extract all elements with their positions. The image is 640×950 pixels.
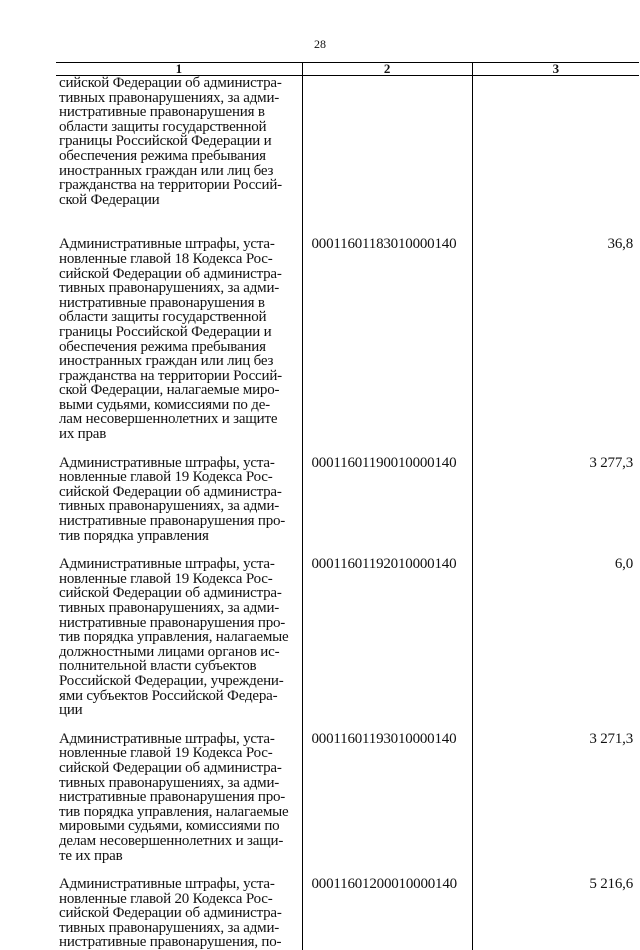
description-line: те их прав xyxy=(59,849,294,864)
description-line: гражданства на территории Россий- xyxy=(59,178,294,193)
amount-cell: 3 271,3 xyxy=(472,732,639,863)
description-line: сийской Федерации об администра- xyxy=(59,906,294,921)
revenue-table xyxy=(56,62,639,950)
description-line: ской Федерации, налагаемые миро- xyxy=(59,383,294,398)
table-row xyxy=(56,456,639,544)
description-line: тив порядка управления, налагаемые xyxy=(59,630,294,645)
description-line: новленные главой 18 Кодекса Рос- xyxy=(59,252,294,267)
description-line: Административные штрафы, уста- xyxy=(59,557,294,572)
spacer-cell xyxy=(472,543,639,557)
budget-code-cell xyxy=(302,76,472,208)
description-line: тив порядка управления, налагаемые xyxy=(59,805,294,820)
amount-cell: 36,8 xyxy=(472,237,639,441)
description-line: Административные штрафы, уста- xyxy=(59,237,294,252)
description-line: новленные главой 19 Кодекса Рос- xyxy=(59,572,294,587)
table-row xyxy=(56,877,639,950)
spacer-cell xyxy=(302,863,472,877)
description-line: ями субъектов Российской Федера- xyxy=(59,689,294,704)
table-row xyxy=(56,76,639,208)
description-line: нистративные правонарушения про- xyxy=(59,514,294,529)
description-cell xyxy=(56,732,302,863)
description-line: лам несовершеннолетних и защите xyxy=(59,412,294,427)
spacer-cell xyxy=(56,543,302,557)
description-line: тив порядка управления xyxy=(59,529,294,544)
amount-cell: 5 216,6 xyxy=(472,877,639,950)
amount-cell xyxy=(472,76,639,208)
budget-code-cell: 00011601190010000140 xyxy=(302,456,472,544)
description-line: их прав xyxy=(59,427,294,442)
description-line: новленные главой 20 Кодекса Рос- xyxy=(59,892,294,907)
description-cell xyxy=(56,877,302,950)
description-line: границы Российской Федерации и xyxy=(59,134,294,149)
description-line: нистративные правонарушения, по- xyxy=(59,935,294,950)
table-row xyxy=(56,557,639,718)
description-line: ской Федерации xyxy=(59,193,294,208)
spacer-cell xyxy=(472,863,639,877)
row-spacer xyxy=(56,543,639,557)
description-line: новленные главой 19 Кодекса Рос- xyxy=(59,746,294,761)
page-number: 28 xyxy=(0,37,640,51)
description-line: ции xyxy=(59,703,294,718)
description-line: нистративные правонарушения в xyxy=(59,105,294,120)
description-line: сийской Федерации об администра- xyxy=(59,267,294,282)
spacer-cell xyxy=(472,718,639,732)
description-line: тивных правонарушениях, за адми- xyxy=(59,499,294,514)
budget-code-cell: 00011601183010000140 xyxy=(302,237,472,441)
row-spacer xyxy=(56,863,639,877)
description-line: границы Российской Федерации и xyxy=(59,325,294,340)
budget-code-cell: 00011601192010000140 xyxy=(302,557,472,718)
budget-code-cell: 00011601200010000140 xyxy=(302,877,472,950)
description-line: сийской Федерации об администра- xyxy=(59,485,294,500)
description-line: должностными лицами органов ис- xyxy=(59,645,294,660)
description-line: тивных правонарушениях, за адми- xyxy=(59,281,294,296)
amount-cell: 6,0 xyxy=(472,557,639,718)
description-line: области защиты государственной xyxy=(59,310,294,325)
budget-code-cell: 00011601193010000140 xyxy=(302,732,472,863)
description-line: Административные штрафы, уста- xyxy=(59,456,294,471)
row-spacer xyxy=(56,207,639,237)
spacer-cell xyxy=(56,207,302,237)
description-line: сийской Федерации об администра- xyxy=(59,761,294,776)
spacer-cell xyxy=(302,718,472,732)
spacer-cell xyxy=(56,442,302,456)
description-line: области защиты государственной xyxy=(59,120,294,135)
spacer-cell xyxy=(302,543,472,557)
spacer-cell xyxy=(302,442,472,456)
description-cell xyxy=(56,76,302,208)
description-line: нистративные правонарушения про- xyxy=(59,790,294,805)
description-line: новленные главой 19 Кодекса Рос- xyxy=(59,470,294,485)
column-header-1: 1 xyxy=(56,63,302,76)
description-cell xyxy=(56,557,302,718)
description-cell xyxy=(56,456,302,544)
description-line: нистративные правонарушения в xyxy=(59,296,294,311)
description-line: Российской Федерации, учреждени- xyxy=(59,674,294,689)
spacer-cell xyxy=(472,442,639,456)
description-line: обеспечения режима пребывания xyxy=(59,340,294,355)
description-line: иностранных граждан или лиц без xyxy=(59,164,294,179)
description-line: полнительной власти субъектов xyxy=(59,659,294,674)
description-line: тивных правонарушениях, за адми- xyxy=(59,921,294,936)
description-cell xyxy=(56,237,302,441)
description-line: обеспечения режима пребывания xyxy=(59,149,294,164)
description-line: выми судьями, комиссиями по де- xyxy=(59,398,294,413)
description-line: сийской Федерации об администра- xyxy=(59,76,294,91)
spacer-cell xyxy=(472,207,639,237)
row-spacer xyxy=(56,718,639,732)
header-row xyxy=(56,63,639,76)
description-line: Административные штрафы, уста- xyxy=(59,732,294,747)
amount-cell: 3 277,3 xyxy=(472,456,639,544)
description-line: Административные штрафы, уста- xyxy=(59,877,294,892)
description-line: гражданства на территории Россий- xyxy=(59,369,294,384)
description-line: тивных правонарушениях, за адми- xyxy=(59,91,294,106)
revenue-table-sheet xyxy=(56,62,639,844)
description-line: мировыми судьями, комиссиями по xyxy=(59,819,294,834)
description-line: тивных правонарушениях, за адми- xyxy=(59,601,294,616)
description-line: нистративные правонарушения про- xyxy=(59,616,294,631)
spacer-cell xyxy=(302,207,472,237)
row-spacer xyxy=(56,442,639,456)
description-line: сийской Федерации об администра- xyxy=(59,586,294,601)
table-row xyxy=(56,237,639,441)
column-header-2: 2 xyxy=(302,63,472,76)
column-header-3: 3 xyxy=(472,63,639,76)
spacer-cell xyxy=(56,718,302,732)
description-line: иностранных граждан или лиц без xyxy=(59,354,294,369)
description-line: делам несовершеннолетних и защи- xyxy=(59,834,294,849)
description-line: тивных правонарушениях, за адми- xyxy=(59,776,294,791)
spacer-cell xyxy=(56,863,302,877)
table-row xyxy=(56,732,639,863)
table-body xyxy=(56,76,639,950)
